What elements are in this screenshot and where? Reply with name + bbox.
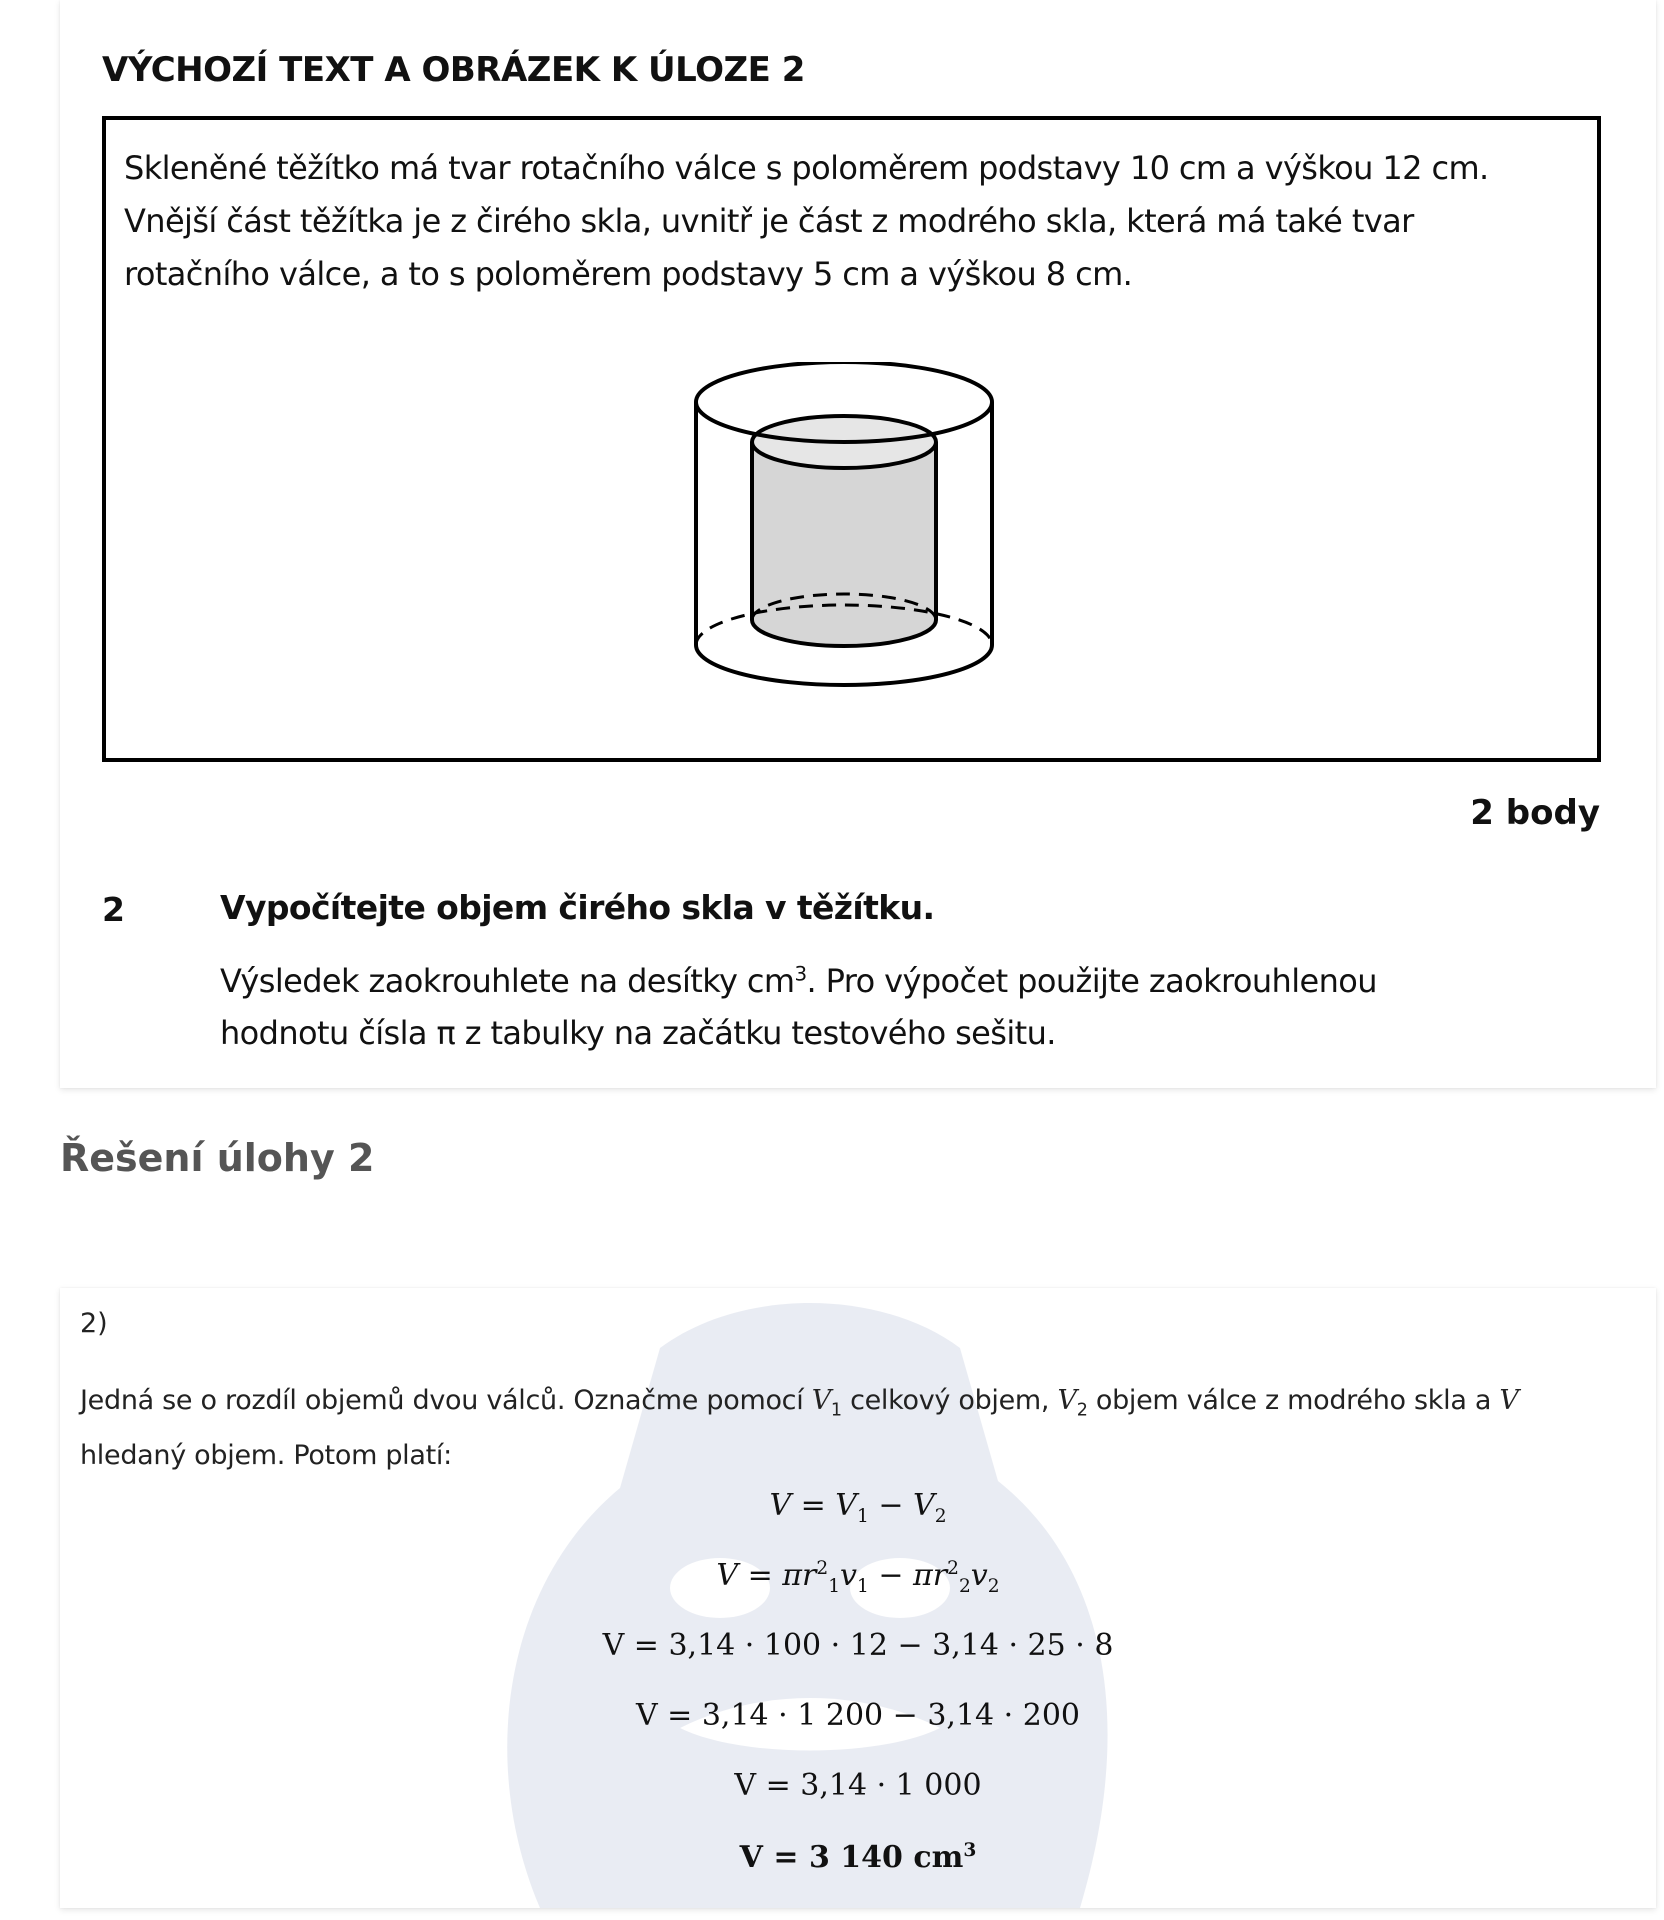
eq-sub: 2 (987, 1576, 1000, 1597)
var-v2: V (1057, 1385, 1077, 1416)
eq-sup: 2 (947, 1558, 959, 1579)
eq-part: V = πr (716, 1558, 817, 1593)
var-v1-sub: 1 (830, 1400, 842, 1421)
var-v2-sub: 2 (1076, 1400, 1088, 1421)
equation-1 (60, 1488, 1656, 1527)
cylinder-figure (686, 362, 1006, 692)
intro-text: Jedná se o rozdíl objemů dvou válců. Označme pomocí (80, 1385, 812, 1416)
source-text (124, 142, 1584, 301)
task-card (60, 0, 1656, 1088)
eq-part: v (840, 1558, 857, 1593)
inner-cylinder-body (752, 442, 936, 646)
var-v: V (1499, 1385, 1519, 1416)
eq-part: − πr (868, 1558, 948, 1593)
var-v1: V (811, 1385, 831, 1416)
eq-sub: 1 (828, 1576, 841, 1597)
source-line: rotačního válce, a to s poloměrem podstavy 5 cm a výškou 8 cm. (124, 255, 1133, 293)
eq-sub: 2 (934, 1506, 947, 1527)
eq-part: − V (868, 1488, 935, 1523)
intro-text: celkový objem, (841, 1385, 1058, 1416)
equation-4: V = 3,14 · 1 200 − 3,14 · 200 (635, 1698, 1081, 1733)
eq-part: V = V (769, 1488, 857, 1523)
task-number: 2 (102, 890, 125, 929)
eq-sup: 3 (963, 1840, 977, 1861)
eq-sub: 2 (958, 1576, 971, 1597)
instruction-text: . Pro výpočet použijte zaokrouhlenou (806, 962, 1377, 1000)
eq-sub: 1 (856, 1576, 869, 1597)
intro-text: hledaný objem. Potom platí: (80, 1440, 452, 1472)
eq-part: V = 3 140 cm (739, 1840, 964, 1875)
source-text-box (102, 116, 1601, 762)
task-instruction (220, 955, 1377, 1059)
task-question: Vypočítejte objem čirého skla v těžítku. (220, 888, 935, 927)
solution-intro (80, 1378, 1640, 1479)
equation-5: V = 3,14 · 1 000 (734, 1768, 982, 1803)
instruction-text: Výsledek zaokrouhlete na desítky cm (220, 962, 795, 1000)
eq-part: v (970, 1558, 988, 1593)
equation-3: V = 3,14 · 100 · 12 − 3,14 · 25 · 8 (602, 1628, 1114, 1663)
instruction-text: hodnotu čísla π z tabulky na začátku testového sešitu. (220, 1014, 1056, 1052)
instruction-exponent: 3 (794, 962, 807, 986)
eq-sub: 1 (856, 1506, 869, 1527)
solution-card (60, 1288, 1656, 1908)
equation-2 (60, 1558, 1656, 1597)
solution-number: 2) (80, 1308, 108, 1339)
equation-result (60, 1840, 1656, 1875)
solution-heading: Řešení úlohy 2 (60, 1136, 375, 1180)
eq-sup: 2 (816, 1558, 829, 1579)
task-heading: VÝCHOZÍ TEXT A OBRÁZEK K ÚLOZE 2 (102, 50, 805, 90)
points-label: 2 body (1470, 793, 1600, 833)
intro-text: objem válce z modrého skla a (1087, 1385, 1500, 1416)
source-line: Skleněné těžítko má tvar rotačního válce s poloměrem podstavy 10 cm a výškou 12 cm. (124, 149, 1489, 187)
source-line: Vnější část těžítka je z čirého skla, uvnitř je část z modrého skla, která má také tvar (124, 202, 1414, 240)
